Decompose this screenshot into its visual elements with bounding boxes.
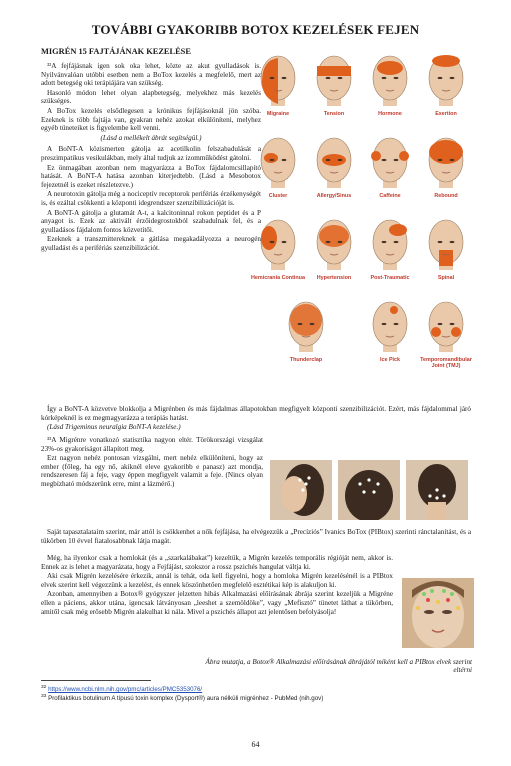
face-injection-diagram	[402, 578, 474, 648]
paragraph: A BoNT-A közismerten gátolja az acetilkolin felszabadulását a preszimpatikus vesikulákban, mely által tudjuk az izomműködést gátolni.	[41, 145, 261, 162]
head-illustration	[308, 52, 360, 110]
head-illustration	[420, 134, 472, 192]
headache-type-label: Spinal	[437, 275, 455, 281]
headache-types-figure	[250, 52, 474, 402]
full-width-text	[41, 405, 471, 433]
statistics-text	[41, 436, 263, 490]
headache-type-cell	[418, 52, 474, 117]
headache-type-cell	[250, 52, 306, 117]
footnote-link[interactable]: https://www.ncbi.nlm.nih.gov/pmc/articles/PMC5353076/	[48, 686, 203, 694]
paragraph: A BoTox kezelés elsődlegesen a krónikus fejfájásoknál jön szóba. Ezeknek is több fajtája van, gyakran nehéz azokat elkülöníteni, melyhez egyéb tüneteiket is figyelembe kell venni.	[41, 106, 261, 133]
headache-type-cell	[362, 134, 418, 199]
head-illustration	[364, 134, 416, 192]
headache-type-label: Exertion	[435, 111, 457, 117]
headache-type-label: Rebound	[434, 193, 458, 199]
headache-type-cell	[418, 298, 474, 369]
paragraph: A neurotoxin gátolja még a nociceptív receptorok perifériás érzékenységét is, és ezáltal csökkenti a központi idegrendszer szenzibilizációját is.	[41, 190, 261, 207]
treatment-text-2	[41, 554, 393, 617]
page-number: 64	[251, 740, 260, 749]
left-column-text	[41, 62, 261, 253]
headache-type-label: Post-Traumatic	[370, 275, 410, 281]
head-illustration	[252, 216, 304, 274]
paragraph: Aki csak Migrén kezelésére érkezik, annál is tehát, oda kell figyelni, hogy a homloka Migrén kezelésénél is a PIBtox elvek szerint kell végezzünk a kezelést, és ennek köszönhetően megfelelő esztétikai kép is alakuljon ki.	[41, 572, 393, 589]
head-illustration	[308, 134, 360, 192]
paragraph: Azonban, amennyiben a Botox® gyógyszer jelzetten hibás Alkalmazási előírásának ábrája szerint kezeljük a Migréne ellen a páciens, akkor utána, igencsak látványosan „leeshet a szemöldöke”, vagy „Mefisztó” tünetet láthat a tükörben, amitől csak még erősebb Migrén alakulhat ki nála. Mivel a pszichés állapot azt jelentősen befolyásolja!	[41, 590, 393, 616]
head-illustration	[420, 216, 472, 274]
photo-back-head	[406, 460, 468, 520]
paragraph: Saját tapasztalataim szerint, már attól is csökkenhet a nők fejfájása, ha elvégezzük a „Precíziós” Ivanics BoTox (PIBtox) szerinti ránctalanítást, és a tükörben 10 évvel fiatalosabbnak látja magát.	[41, 528, 471, 545]
headache-type-cell	[418, 134, 474, 199]
footnote-divider	[41, 680, 151, 681]
headache-type-cell	[362, 298, 418, 363]
headache-type-label: Cluster	[268, 193, 288, 199]
paragraph: ³³A Migrénre vonatkozó statisztika nagyon eltér. Törökországi vizsgálat 23%-os gyakoriságot állapított meg.	[41, 436, 263, 453]
footnote-text: Profilaktikus botulinum A típusú toxin komplex (Dysport®) aura nélküli migrénhez - PubMed (nih.gov)	[48, 695, 324, 703]
paragraph: Ezt nagyon nehéz pontosan vizsgálni, mert nehéz elkülöníteni, hogy az ember (főleg, ha egy nő, akiknél eleve gyakoribb e panasz) azt mondja, rendszeresen fáj a feje, vagy éppen megfigyelt valamit a feje. (Nincs olyan megbízható módszerünk erre, mint a lázmérő.)	[41, 454, 263, 488]
headache-type-cell	[418, 216, 474, 281]
headache-type-label: Thunderclap	[289, 357, 323, 363]
paragraph: Hasonló módon lehet olyan alapbetegség, melyekhez más kezelés szükséges.	[41, 88, 261, 106]
head-illustration	[364, 216, 416, 274]
headache-type-cell	[250, 216, 306, 281]
head-illustration	[420, 52, 472, 110]
head-illustration	[364, 52, 416, 110]
injection-point-photos	[270, 460, 470, 520]
section-heading: MIGRÉN 15 FAJTÁJÁNAK KEZELÉSE	[41, 47, 191, 56]
headache-type-label: Ice Pick	[379, 357, 401, 363]
headache-type-cell	[306, 52, 362, 117]
headache-type-cell	[362, 216, 418, 281]
headache-type-label: Caffeine	[379, 193, 401, 199]
footnote-number: 33	[41, 694, 47, 699]
photo-side-head	[270, 460, 332, 520]
headache-type-label: Tension	[323, 111, 345, 117]
head-illustration	[252, 52, 304, 110]
footnote-33	[41, 693, 323, 702]
headache-type-cell	[278, 298, 334, 363]
figure-caption: Ábra mutatja, a Botox® Alkalmazási előírásának ábrájától miként kell a PIBtox elvek szerint eltérni	[205, 658, 472, 674]
headache-type-label: Hemicrania Continua	[251, 275, 305, 281]
head-illustration	[280, 298, 332, 356]
head-illustration	[308, 216, 360, 274]
headache-type-cell	[306, 216, 362, 281]
head-illustration	[364, 298, 416, 356]
treatment-text	[41, 528, 471, 546]
paragraph: Ez önmagában azonban nem magyarázza a BoTox fájdalomcsillapító hatását. A BoNT-A hatása azonban kiterjedtebb. (Lásd a Mesobotox fejezetnél is ezeket részletezve.)	[41, 163, 261, 189]
paragraph: A BoNT-A gátolja a glutamát A-t, a kalcitoninnal rokon peptidet és a P anyagot is. Ezek az aktivált érzőidegrostokból szabadulnak fel, és a gyulladásos fájdalom fontos közvetítői.	[41, 208, 261, 234]
photo-top-head	[338, 460, 400, 520]
headache-type-cell	[306, 134, 362, 199]
headache-type-label: Migraine	[266, 111, 290, 117]
paragraph: Így a BoNT-A közvetve blokkolja a Migrénben és más fájdalmas állapotokban megfigyelt központi szenzibilizációt. Ezért, más fájdalommal járó kórképeknél is ez megmagyarázza a terápiás hatást.	[41, 405, 471, 422]
figure-reference: (Lásd a mellékelt ábrát segítségül.)	[100, 133, 202, 142]
headache-type-label: Temporomandibular Joint (TMJ)	[420, 357, 472, 369]
paragraph: Ezeknek a transzmittereknek a gátlása megakadályozza a neurogén gyulladást és a perifériás szenzibilizációt.	[41, 235, 261, 252]
head-illustration	[420, 298, 472, 356]
page-title: TOVÁBBI GYAKORIBB BOTOX KEZELÉSEK FEJEN	[91, 22, 420, 37]
paragraph: ³²A fejfájásnak igen sok oka lehet, közte az akut gyulladások is. Nyilvánvalóan utóbbi esetben nem a BoTox kezelés a megfelelő, mert az adott betegség oki terápiájára van szükség.	[41, 62, 261, 88]
head-illustration	[252, 134, 304, 192]
paragraph: Még, ha ilyenkor csak a homlokát (és a „szarkalábakat”) kezeltük, a Migrén kezelés temporális régióját nem, akkor is. Ennek az is lehet a magyarázata, hogy a Fejfájást, szokszor a rossz pszichés hangulat váltja ki.	[41, 554, 393, 571]
headache-type-label: Hormone	[378, 111, 402, 117]
headache-type-label: Allergy/Sinus	[316, 193, 352, 199]
paragraph: (Lásd Trigeminus neuralgia BoNT-A kezelése.)	[47, 423, 181, 432]
headache-type-label: Hypertension	[316, 275, 352, 281]
headache-type-cell	[362, 52, 418, 117]
headache-type-cell	[250, 134, 306, 199]
footnote-number: 32	[41, 685, 47, 690]
